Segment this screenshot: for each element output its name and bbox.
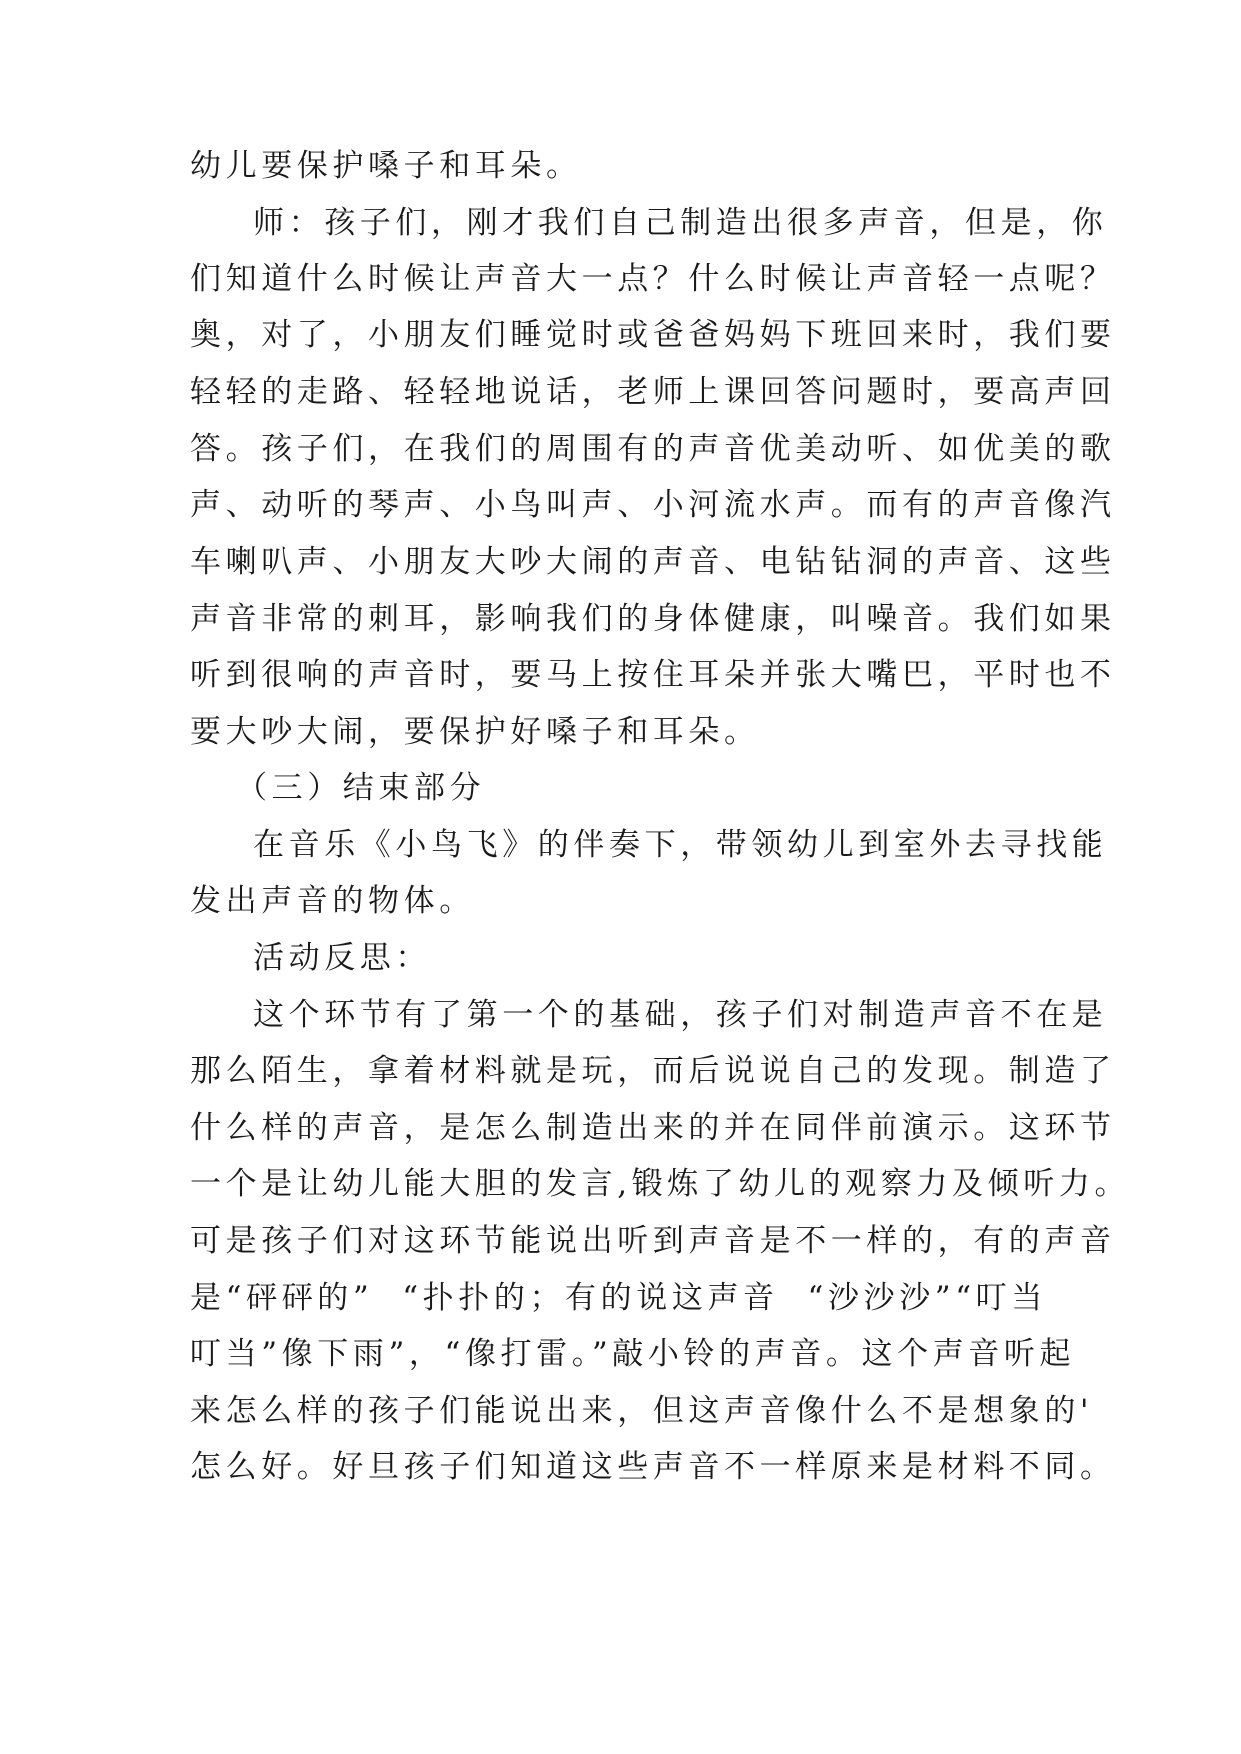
text-line: 幼儿要保护嗓子和耳朵。 (190, 148, 582, 184)
text-line: 什么样的声音，是怎么制造出来的并在同伴前演示。这环节 (190, 1110, 1116, 1146)
text-line: 在音乐《小鸟飞》的伴奏下，带领幼儿到室外去寻找能 (253, 827, 1108, 863)
text-line: 发出声音的物体。 (190, 883, 475, 919)
text-line: 叮当”像下雨”，“像打雷。”敲小铃的声音。这个声音听起 (190, 1336, 1076, 1372)
text-line: 车喇叭声、小朋友大吵大闹的声音、电钻钻洞的声音、这些 (190, 544, 1116, 580)
text-line: 奥，对了，小朋友们睡觉时或爸爸妈妈下班回来时，我们要 (190, 317, 1116, 353)
section-heading: （三）结束部分 (236, 770, 486, 806)
text-line: 师：孩子们，刚才我们自己制造出很多声音，但是，你 (253, 205, 1108, 241)
subheading-reflection: 活动反思： (253, 940, 431, 976)
text-line: 答。孩子们，在我们的周围有的声音优美动听、如优美的歌 (190, 431, 1116, 467)
text-line: 们知道什么时候让声音大一点？什么时候让声音轻一点呢？ (190, 261, 1116, 297)
text-line: 声、动听的琴声、小鸟叫声、小河流水声。而有的声音像汽 (190, 487, 1116, 523)
text-line: 那么陌生，拿着材料就是玩，而后说说自己的发现。制造了 (190, 1053, 1116, 1089)
text-line: 轻轻的走路、轻轻地说话，老师上课回答问题时，要高声回 (190, 374, 1116, 410)
text-line: 怎么好。好旦孩子们知道这些声音不一样原来是材料不同。 (190, 1449, 1116, 1485)
text-line: 来怎么样的孩子们能说出来，但这声音像什么不是想象的' (190, 1393, 1094, 1429)
text-line: 声音非常的刺耳，影响我们的身体健康，叫噪音。我们如果 (190, 601, 1116, 637)
text-line: 可是孩子们对这环节能说出听到声音是不一样的，有的声音 (190, 1223, 1116, 1259)
text-line: 一个是让幼儿能大胆的发言,锻炼了幼儿的观察力及倾听力。 (190, 1166, 1131, 1202)
text-line: 听到很响的声音时，要马上按住耳朵并张大嘴巴，平时也不 (190, 657, 1116, 693)
text-line: 这个环节有了第一个的基础，孩子们对制造声音不在是 (253, 997, 1108, 1033)
text-line: 是“砰砰的” “扑扑的；有的说这声音 “沙沙沙”“叮当 (190, 1280, 1047, 1316)
text-line: 要大吵大闹，要保护好嗓子和耳朵。 (190, 714, 760, 750)
